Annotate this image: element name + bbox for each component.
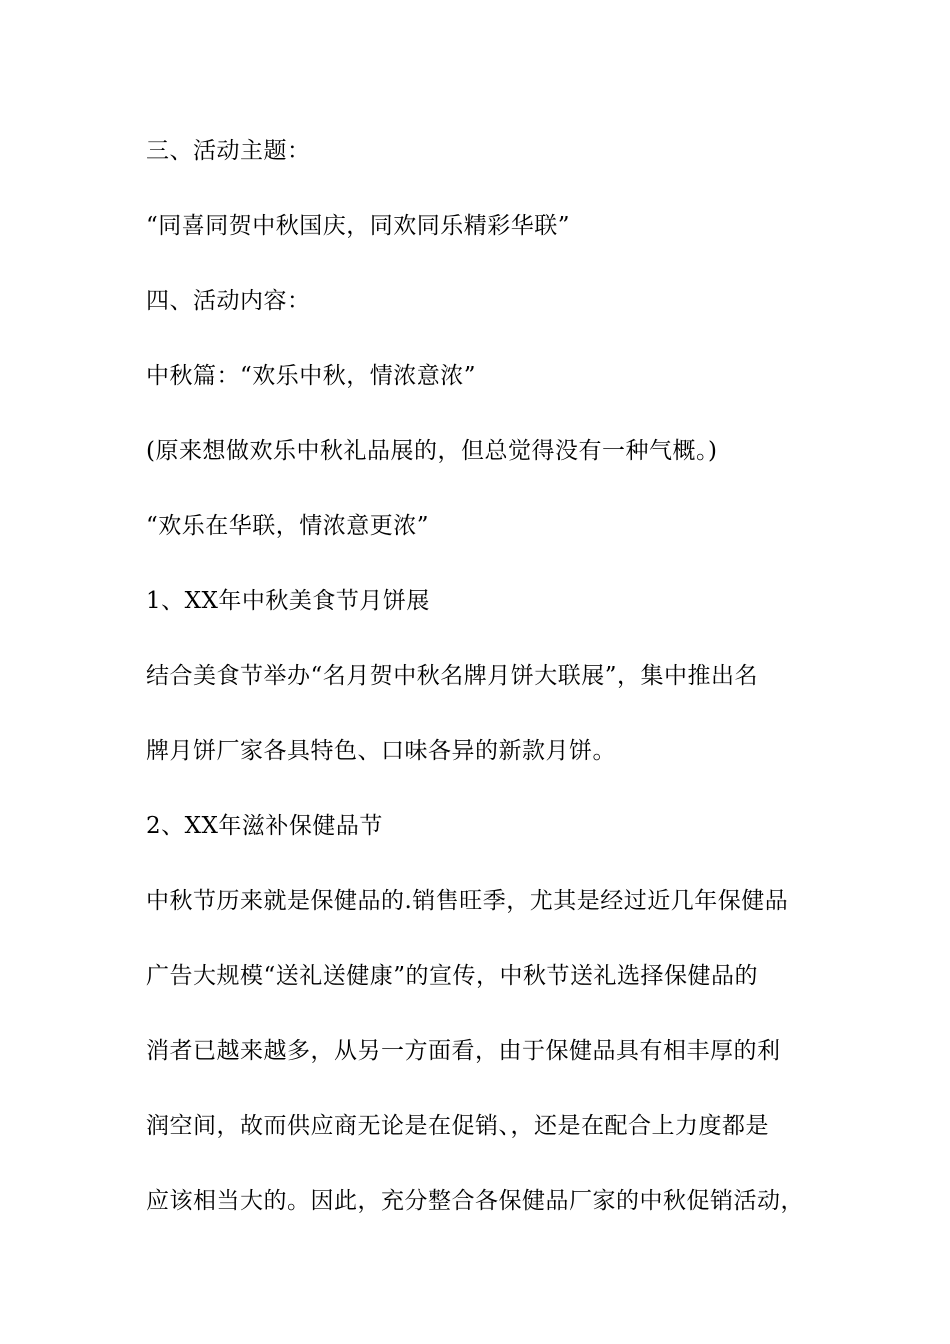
theme-slogan: “同喜同贺中秋国庆，同欢同乐精彩华联”	[146, 213, 571, 239]
mid-autumn-chapter-title: 中秋篇：“欢乐中秋，情浓意浓”	[146, 363, 477, 389]
paragraph-line: 消者已越来越多，从另一方面看，由于保健品具有相丰厚的利	[146, 1038, 781, 1064]
paragraph-line: 结合美食节举办“名月贺中秋名牌月饼大联展”，集中推出名	[146, 663, 759, 689]
chapter-slogan: “欢乐在华联，情浓意更浓”	[146, 513, 430, 539]
paragraph-line: 应该相当大的。因此，充分整合各保健品厂家的中秋促销活动，	[146, 1188, 804, 1214]
section-heading-content: 四、活动内容：	[146, 288, 311, 314]
section-heading-theme: 三、活动主题：	[146, 138, 311, 164]
item-heading-health-products: 2、XX年滋补保健品节	[146, 813, 383, 839]
paragraph-line: 中秋节历来就是保健品的.销售旺季，尤其是经过近几年保健品	[146, 888, 789, 914]
paragraph-line: 润空间，故而供应商无论是在促销、，还是在配合上力度都是	[146, 1113, 769, 1139]
paragraph-line: 广告大规模“送礼送健康”的宣传，中秋节送礼选择保健品的	[146, 963, 759, 989]
item-heading-mooncake-expo: 1、XX年中秋美食节月饼展	[146, 588, 430, 614]
paragraph-line: (原来想做欢乐中秋礼品展的，但总觉得没有一种气概。)	[146, 438, 718, 464]
paragraph-line: 牌月饼厂家各具特色、口味各异的新款月饼。	[146, 738, 616, 764]
